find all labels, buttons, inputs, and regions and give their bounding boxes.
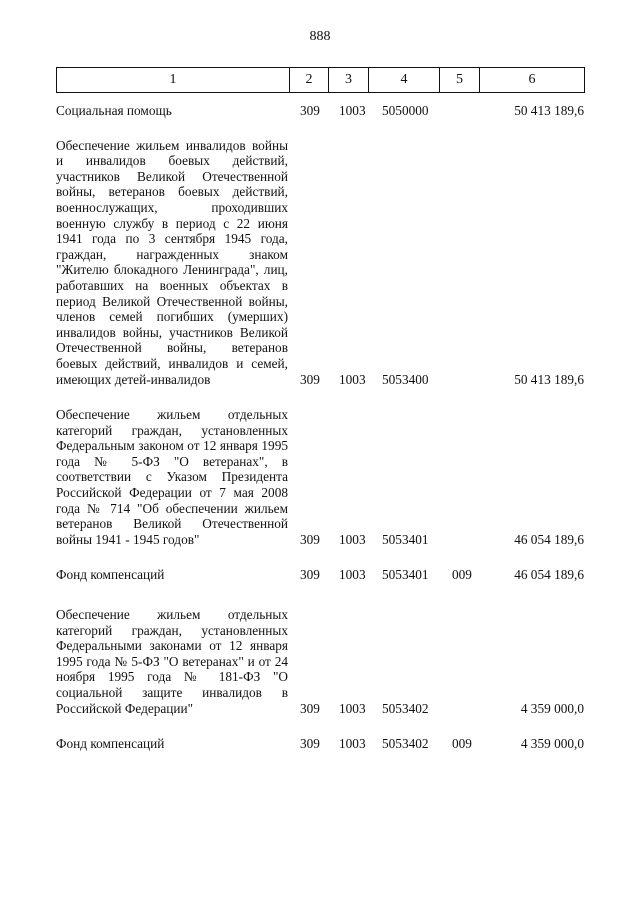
- row-col-4: 5053401: [382, 531, 429, 547]
- table-row: [56, 407, 584, 547]
- table-row: [56, 736, 584, 752]
- header-col-4: 4: [369, 68, 440, 93]
- row-name: Социальная помощь: [56, 103, 172, 118]
- row-col-3: 1003: [339, 531, 366, 547]
- row-name: Фонд компенсаций: [56, 736, 165, 752]
- row-col-6: 4 359 000,0: [520, 736, 584, 752]
- header-col-5: 5: [440, 68, 480, 93]
- table-row: [56, 567, 584, 583]
- row-col-5: 009: [452, 736, 472, 752]
- row-col-6: 4 359 000,0: [520, 700, 584, 716]
- row-name: Обеспечение жильем отдельных категорий граждан, установленных Федеральным законом от 12 января 1995 года № 5-ФЗ "О ветеранах", в соответствии с Указом Президента Российской Федерации от 7 мая 2008 года № 714 "Об обеспечении жильем ветеранов Великой Отечественной войны 1941 - 1945 годов": [56, 407, 288, 547]
- row-name: Обеспечение жильем инвалидов войны и инвалидов боевых действий, участников Великой Отечественной войны, ветеранов боевых действий, военнослужащих, проходивших военную службу в период с 22 июня 1941 года по 3 сентября 1945 года, граждан, награжденных знаком "Жителю блокадного Ленинграда", лиц, работавших на военных объектах в период Великой Отечественной войны, членов семей погибших (умерших) инвалидов войны, участников Великой Отечественной войны, ветеранов боевых действий, инвалидов и семей, имеющих детей-инвалидов: [56, 137, 288, 387]
- row-col-6: 46 054 189,6: [514, 531, 584, 547]
- row-col-2: 309: [300, 371, 320, 387]
- header-col-6: 6: [480, 68, 585, 93]
- row-col-6: 46 054 189,6: [514, 567, 584, 583]
- header-col-3: 3: [329, 68, 369, 93]
- row-col-3: 1003: [339, 371, 366, 387]
- header-col-1: 1: [57, 68, 290, 93]
- row-col-2: 309: [300, 567, 320, 583]
- row-col-2: 309: [300, 736, 320, 752]
- header-col-2: 2: [290, 68, 329, 93]
- row-col-2: 309: [300, 700, 320, 716]
- row-col-3: 1003: [339, 567, 366, 583]
- row-col-4: 5050000: [382, 103, 429, 118]
- table-row: [56, 138, 584, 388]
- row-col-4: 5053402: [382, 700, 429, 716]
- row-col-4: 5053402: [382, 736, 429, 752]
- row-col-3: 1003: [339, 103, 366, 118]
- row-col-6: 50 413 189,6: [514, 371, 584, 387]
- row-col-4: 5053400: [382, 371, 429, 387]
- row-name: Фонд компенсаций: [56, 567, 165, 583]
- table-row: [56, 103, 584, 119]
- row-col-4: 5053401: [382, 567, 429, 583]
- table-header: [56, 67, 585, 93]
- row-col-2: 309: [300, 531, 320, 547]
- row-col-3: 1003: [339, 736, 366, 752]
- row-col-2: 309: [300, 103, 320, 118]
- table-body: [56, 103, 584, 772]
- row-col-5: 009: [452, 567, 472, 583]
- table-row: [56, 607, 584, 716]
- row-name: Обеспечение жильем отдельных категорий граждан, установленных Федеральными законами от 12 января 1995 года № 5-ФЗ "О ветеранах" и от 24 ноября 1995 года № 181-ФЗ "О социальной защите инвалидов в Российской Федерации": [56, 607, 288, 716]
- row-col-3: 1003: [339, 700, 366, 716]
- row-col-6: 50 413 189,6: [514, 103, 584, 118]
- page-number: 888: [309, 29, 331, 44]
